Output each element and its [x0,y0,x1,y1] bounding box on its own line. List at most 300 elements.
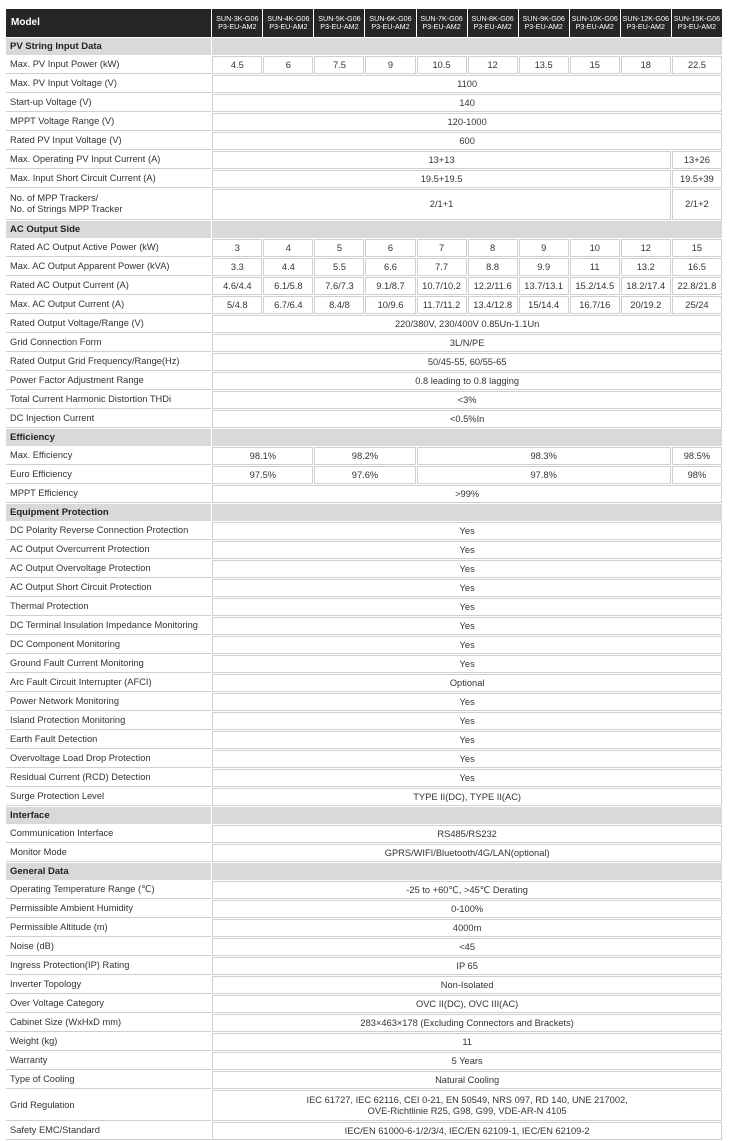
spec-row-earth-fault-detection [6,731,722,749]
spec-value-text: Yes [459,544,475,555]
spec-value [672,189,722,220]
spec-value-text: Optional [449,677,485,688]
model-name: SUN-8K-G06 [471,13,514,23]
spec-value [212,750,722,768]
spec-value-text: Yes [459,753,475,764]
model-header-cell [468,9,518,37]
spec-value [263,277,313,295]
spec-value [314,447,415,465]
spec-value [314,56,364,74]
spec-value [212,844,722,862]
model-variant: P3-EU-AM2 [473,22,512,31]
spec-label [6,372,211,390]
spec-value [212,693,722,711]
spec-value-text: 15 [589,59,600,70]
spec-row-rated-pv-input-voltage-v [6,132,722,150]
spec-value [212,353,722,371]
spec-value-text: 12.2/11.6 [473,280,512,291]
spec-label [6,296,211,314]
spec-value-text: 7.7 [435,261,449,272]
spec-row-total-current-harmonic-distortion-thdi [6,391,722,409]
spec-value [365,239,415,257]
spec-label-text: AC Output Overcurrent Protection [10,544,150,554]
model-header-cell [570,9,620,37]
spec-value [263,296,313,314]
spec-value-text: 98.1% [249,450,277,461]
spec-value-text: 19.5+19.5 [420,173,463,184]
spec-row-rated-ac-output-current-a [6,277,722,295]
spec-value-text: 50/45-55, 60/55-65 [427,356,507,367]
spec-row-dc-polarity-reverse-connection-protection [6,522,722,540]
spec-value-text: 3 [234,242,240,253]
spec-value-text: Yes [459,563,475,574]
spec-value-text: 5.5 [332,261,346,272]
spec-label-text: Permissible Altitude (m) [10,922,108,932]
spec-label [6,466,211,484]
spec-value [212,919,722,937]
spec-value [417,239,467,257]
spec-label [6,1014,211,1032]
spec-value-text: 2/1+2 [685,199,709,209]
model-name: SUN-4K-G06 [267,13,310,23]
section-filler [212,807,722,824]
model-variant: P3-EU-AM2 [320,22,359,31]
spec-row-ground-fault-current-monitoring [6,655,722,673]
spec-value [519,258,569,276]
spec-value-text: 220/380V, 230/400V 0.85Un-1.1Un [394,318,540,329]
model-name: SUN-7K-G06 [420,13,463,23]
spec-label-text: Power Network Monitoring [10,696,120,706]
spec-value-text: 4.5 [230,59,244,70]
spec-row-no-of-mpp-trackers [6,189,722,220]
spec-value-text: 9 [387,59,394,70]
spec-row-max-pv-input-power-kw [6,56,722,74]
spec-value-text: 283×463×178 (Excluding Connectors and Brackets) [360,1017,574,1028]
spec-row-noise-db [6,938,722,956]
spec-label-text: Start-up Voltage (V) [10,97,92,107]
spec-value-text: 5 Years [451,1055,483,1066]
spec-label [6,957,211,975]
section-filler [212,38,722,55]
spec-value [212,466,313,484]
spec-value [212,1122,722,1140]
spec-label-text: Permissible Ambient Humidity [10,903,133,913]
spec-value-text: 97.5% [249,469,277,480]
spec-row-warranty [6,1052,722,1070]
spec-value [417,296,467,314]
spec-value [417,277,467,295]
section-filler [212,429,722,446]
spec-value-text: Yes [459,525,475,536]
spec-label [6,1071,211,1089]
spec-label [6,617,211,635]
model-header-label: Model [6,9,211,37]
spec-label [6,258,211,276]
spec-label [6,410,211,428]
spec-label-text: Max. PV Input Power (kW) [10,59,120,69]
spec-value-text: 3L/N/PE [449,337,485,348]
spec-row-ingress-protection-ip-rating [6,957,722,975]
spec-value-text: 22.5 [687,59,706,70]
spec-label-text: Earth Fault Detection [10,734,98,744]
spec-label-text: Warranty [10,1055,48,1065]
spec-value-text: 12 [640,242,651,253]
spec-row-max-operating-pv-input-current-a [6,151,722,169]
spec-row-power-factor-adjustment-range [6,372,722,390]
spec-label-text: Safety EMC/Standard [10,1125,100,1135]
section-efficiency [6,429,722,446]
section-filler [212,863,722,880]
spec-label-text: Residual Current (RCD) Detection [10,772,151,782]
spec-label [6,825,211,843]
model-name: SUN-3K-G06 [216,13,259,23]
spec-value [212,712,722,730]
spec-value-text: 4000m [452,922,482,933]
spec-value [672,56,722,74]
spec-label-text: AC Output Overvoltage Protection [10,563,151,573]
spec-value-text: >99% [455,488,480,499]
model-variant: P3-EU-AM2 [524,22,563,31]
spec-row-thermal-protection [6,598,722,616]
model-header-cell [212,9,262,37]
spec-value [468,239,518,257]
spec-value-text: 11 [462,1036,472,1047]
spec-value [417,56,467,74]
spec-value-text: 11.7/11.2 [422,299,461,310]
spec-label-text: Surge Protection Level [10,791,105,801]
spec-label [6,976,211,994]
spec-label [6,844,211,862]
spec-row-max-pv-input-voltage-v [6,75,722,93]
spec-value [570,239,620,257]
spec-value-text: 13+26 [683,154,710,165]
spec-value-text: 98% [687,469,707,480]
model-name: SUN-10K-G06 [571,13,618,23]
spec-value [212,132,722,150]
model-header-row [6,9,722,37]
section-title: AC Output Side [6,221,211,238]
spec-value-text: 18 [640,59,651,70]
spec-value-text: 4 [285,242,291,253]
spec-row-ac-output-overvoltage-protection [6,560,722,578]
spec-value-text: 0.8 leading to 0.8 lagging [415,375,520,386]
spec-value-text: 6 [387,242,394,253]
spec-value-text-line2: OVE-Richtlinie R25, G98, G99, VDE-AR-N 4105 [367,1105,567,1116]
spec-label-text: Max. PV Input Voltage (V) [10,78,117,88]
spec-row-communication-interface [6,825,722,843]
spec-label [6,1033,211,1051]
spec-label [6,881,211,899]
spec-value [212,825,722,843]
spec-label-text: MPPT Voltage Range (V) [10,116,115,126]
model-header-cell [621,9,671,37]
spec-value-text: Yes [459,772,475,783]
spec-row-power-network-monitoring [6,693,722,711]
spec-value-text: 6.7/6.4 [274,299,303,310]
spec-label [6,598,211,616]
spec-label [6,353,211,371]
spec-row-grid-regulation [6,1090,722,1121]
spec-label [6,750,211,768]
spec-value-text: 5 [336,242,343,253]
spec-value-text: 9.1/8.7 [376,280,405,291]
spec-value [212,1071,722,1089]
spec-value-text: 13.2 [636,261,655,272]
spec-label [6,239,211,257]
spec-value [212,94,722,112]
spec-value-text: 1100 [457,78,478,89]
spec-value-text: 16.7/16 [579,299,611,310]
spec-value-text: 7.5 [332,59,346,70]
spec-value-text: 97.6% [351,469,379,480]
spec-row-island-protection-monitoring [6,712,722,730]
spec-row-rated-output-voltage-range-v [6,315,722,333]
spec-label-text: Max. AC Output Apparent Power (kVA) [10,261,170,271]
spec-value-text: <3% [457,394,477,405]
spec-value-text: -25 to +60℃, >45℃ Derating [406,884,528,895]
spec-row-max-input-short-circuit-current-a [6,170,722,188]
spec-row-cabinet-size-wxhxd-mm [6,1014,722,1032]
spec-row-dc-terminal-insulation-impedance-monitoring [6,617,722,635]
spec-value-text: 19.5+39 [679,173,714,184]
spec-value [672,466,722,484]
spec-value [314,277,364,295]
spec-value-text: IEC 61727, IEC 62116, CEI 0-21, EN 50549, NRS 097, RD 140, UNE 217002, [306,1094,628,1105]
spec-label-text: Total Current Harmonic Distortion THDi [10,394,172,404]
spec-label-text: Grid Connection Form [10,337,102,347]
spec-value [570,296,620,314]
spec-value-text: Natural Cooling [435,1074,500,1085]
spec-value-text: 3.3 [230,261,244,272]
spec-label [6,900,211,918]
model-variant: P3-EU-AM2 [422,22,461,31]
spec-value-text: 97.8% [530,469,557,480]
spec-value-text: 13+13 [428,154,455,165]
spec-value [212,617,722,635]
spec-value [212,522,722,540]
section-ac-output-side [6,221,722,238]
spec-value [621,296,671,314]
section-pv-string-input-data [6,38,722,55]
spec-label [6,995,211,1013]
section-general-data [6,863,722,880]
spec-value-text: 22.8/21.8 [677,280,717,291]
spec-value-text: <45 [459,941,476,952]
spec-row-permissible-altitude-m [6,919,722,937]
spec-label [6,1052,211,1070]
spec-table-body [6,9,722,1140]
section-filler [212,221,722,238]
spec-row-overvoltage-load-drop-protection [6,750,722,768]
spec-value [519,296,569,314]
spec-value [212,636,722,654]
spec-label [6,113,211,131]
spec-label [6,522,211,540]
spec-value [263,56,313,74]
model-header-cell [314,9,364,37]
section-filler [212,504,722,521]
spec-value [212,334,722,352]
spec-label-text: Rated AC Output Current (A) [10,280,129,290]
spec-value [212,277,262,295]
model-header-cell [263,9,313,37]
spec-label-text: DC Component Monitoring [10,639,121,649]
spec-label [6,56,211,74]
spec-row-rated-ac-output-active-power-kw [6,239,722,257]
spec-value-text: 600 [459,135,475,146]
spec-value [621,258,671,276]
spec-row-operating-temperature-range [6,881,722,899]
spec-value-text: 10.5 [432,59,451,70]
spec-value [519,239,569,257]
spec-label-text: DC Polarity Reverse Connection Protection [10,525,189,535]
spec-value [263,239,313,257]
model-header-cell [672,9,722,37]
spec-label-text: Arc Fault Circuit Interrupter (AFCI) [10,677,152,687]
spec-label [6,541,211,559]
spec-row-grid-connection-form [6,334,722,352]
model-name: SUN-6K-G06 [369,13,412,23]
spec-value [212,151,671,169]
spec-value [212,1090,722,1121]
spec-value [519,277,569,295]
spec-label-text: Cabinet Size (WxHxD mm) [10,1017,122,1027]
spec-value [212,788,722,806]
spec-value-text: Yes [459,715,475,726]
spec-value [365,56,415,74]
spec-label [6,693,211,711]
spec-label [6,1122,211,1140]
section-title: Equipment Protection [6,504,211,521]
spec-row-weight-kg [6,1033,722,1051]
spec-value-text: 11 [589,261,600,272]
spec-label-text: Inverter Topology [10,979,82,989]
spec-value-text: 8.4/8 [329,299,350,310]
spec-value-text: 7 [438,242,445,253]
spec-label-text: Power Factor Adjustment Range [10,375,144,385]
spec-value-text: IEC/EN 61000-6-1/2/3/4, IEC/EN 62109-1, IEC/EN 62109-2 [344,1125,590,1136]
spec-value [314,258,364,276]
spec-value [212,258,262,276]
spec-row-mppt-voltage-range-v [6,113,722,131]
spec-row-dc-component-monitoring [6,636,722,654]
spec-value [570,277,620,295]
spec-row-rated-output-grid-frequency-range-hz [6,353,722,371]
spec-row-mppt-efficiency [6,485,722,503]
spec-value [212,372,722,390]
spec-value-text: 13.5 [534,59,553,70]
spec-value [212,315,722,333]
spec-value-text: 8.8 [486,261,500,272]
spec-label-text: Ground Fault Current Monitoring [10,658,144,668]
spec-row-max-ac-output-current-a [6,296,722,314]
spec-value-text: 6 [285,59,291,70]
model-variant: P3-EU-AM2 [677,22,717,31]
spec-value [212,957,722,975]
spec-value-text: 98.3% [530,450,557,461]
spec-value-text: 140 [459,97,475,108]
spec-value-text: 9 [541,242,547,253]
spec-label [6,769,211,787]
section-title: Efficiency [6,429,211,446]
spec-label [6,132,211,150]
spec-label-text: Overvoltage Load Drop Protection [10,753,151,763]
spec-label [6,712,211,730]
spec-label [6,391,211,409]
spec-label [6,579,211,597]
spec-label-text: DC Terminal Insulation Impedance Monitoring [10,620,198,630]
spec-value [212,410,722,428]
spec-label-text: Noise (dB) [10,941,54,951]
spec-value [212,447,313,465]
spec-label-text: MPPT Efficiency [10,488,78,498]
spec-value-text: Non-Isolated [440,979,494,990]
spec-value-text: 4.4 [281,261,295,272]
spec-value [212,1033,722,1051]
spec-value [621,277,671,295]
spec-value [570,258,620,276]
spec-value [212,485,722,503]
spec-row-residual-current-rcd-detection [6,769,722,787]
spec-label-text: Island Protection Monitoring [10,715,126,725]
spec-row-start-up-voltage-v [6,94,722,112]
spec-label-text: Grid Regulation [10,1099,75,1110]
spec-row-safety-emc-standard [6,1122,722,1140]
spec-value [314,466,415,484]
spec-label [6,315,211,333]
spec-row-inverter-topology [6,976,722,994]
spec-value [212,170,671,188]
spec-value [570,56,620,74]
spec-row-max-ac-output-apparent-power-kva [6,258,722,276]
spec-value-text: 20/19.2 [630,299,662,310]
spec-value-text: 15 [691,242,703,253]
spec-value [365,296,415,314]
spec-label-text: Max. Efficiency [10,450,73,460]
model-variant: P3-EU-AM2 [575,22,614,31]
spec-row-type-of-cooling [6,1071,722,1089]
section-interface [6,807,722,824]
spec-value [212,56,262,74]
model-name: SUN-5K-G06 [318,13,361,23]
spec-value [519,56,569,74]
spec-value-text: GPRS/WIFI/Bluetooth/4G/LAN(optional) [384,847,550,858]
spec-value [212,995,722,1013]
spec-value [621,56,671,74]
spec-value-text: 10 [589,242,600,253]
spec-value-text: RS485/RS232 [437,828,497,839]
section-equipment-protection [6,504,722,521]
spec-label-text: Over Voltage Category [10,998,105,1008]
spec-row-surge-protection-level [6,788,722,806]
spec-label-text: Weight (kg) [10,1036,58,1046]
spec-value [672,258,722,276]
spec-label [6,334,211,352]
spec-label [6,151,211,169]
spec-value [212,579,722,597]
spec-value-text: 18.2/17.4 [626,280,666,291]
spec-value-text: 16.5 [687,261,706,272]
spec-row-monitor-mode [6,844,722,862]
spec-value-text: Yes [459,639,475,650]
model-variant: P3-EU-AM2 [218,22,257,31]
spec-value [212,1052,722,1070]
spec-value [212,655,722,673]
spec-value [212,391,722,409]
spec-value [468,296,518,314]
spec-row-over-voltage-category [6,995,722,1013]
spec-value [212,189,671,220]
